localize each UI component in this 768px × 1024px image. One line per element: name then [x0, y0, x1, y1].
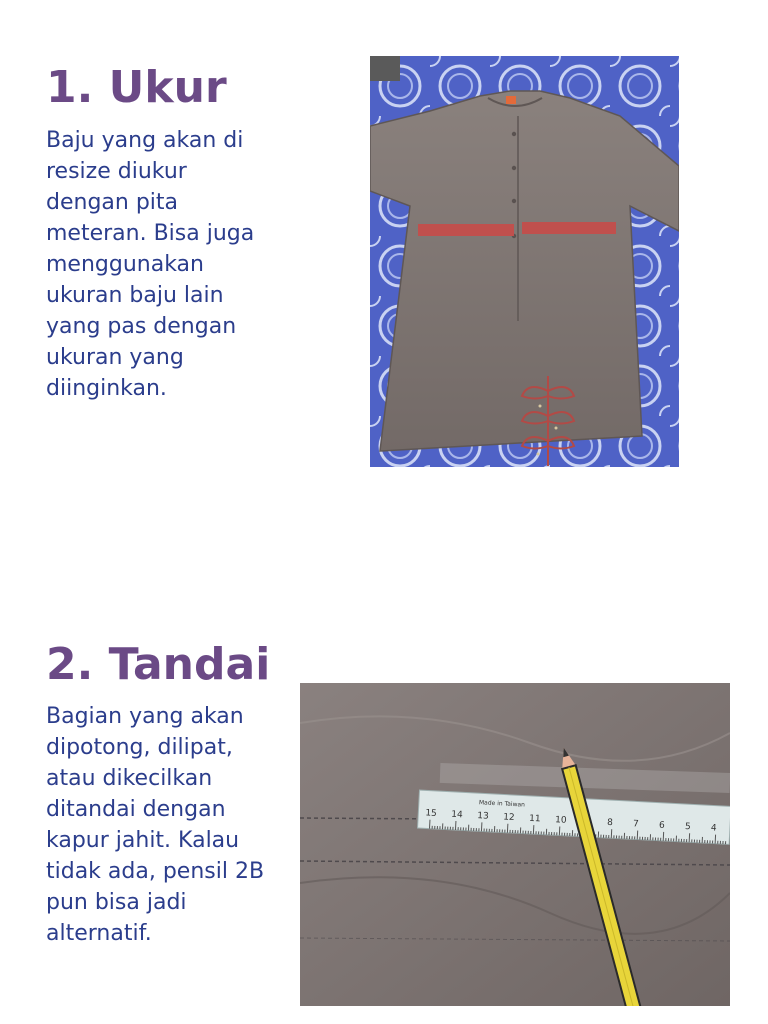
ruler-tick-label: 7: [632, 819, 640, 830]
ruler-tick-label: 6: [658, 820, 665, 831]
ruler-tick-label: 5: [684, 822, 691, 833]
ruler-brand: Made in Taiwan: [478, 799, 526, 809]
fabric-illustration: [300, 683, 730, 1006]
section-2-text: Bagian yang akan dipotong, dilipat, atau dikecilkan ditandai dengan kapur jahit. Kalau tidak ada, pensil 2B pun bisa jadi alternatif.: [46, 704, 265, 946]
ruler-tick-label: 13: [476, 811, 489, 822]
shirt-illustration: [370, 56, 679, 467]
fabric-marking-photo: [300, 683, 730, 1006]
shirt-measuring-photo: [370, 56, 679, 467]
section-1-heading: 1. Ukur: [46, 62, 227, 113]
ruler-tick-label: 15: [425, 808, 438, 820]
ruler-tick-label: 11: [528, 813, 541, 825]
ruler-tick-label: 8: [606, 817, 614, 829]
ruler-tick-label: 10: [554, 815, 567, 826]
ruler-tick-label: 4: [710, 823, 717, 834]
section-1-text: Baju yang akan di resize diukur dengan pita meteran. Bisa juga menggunakan ukuran baju lain yang pas dengan ukuran yang diinginkan.: [46, 128, 255, 401]
section-2-heading: 2. Tandai: [46, 639, 271, 690]
ruler-tick-label: 12: [502, 812, 515, 824]
ruler-tick-label: 14: [451, 809, 463, 821]
